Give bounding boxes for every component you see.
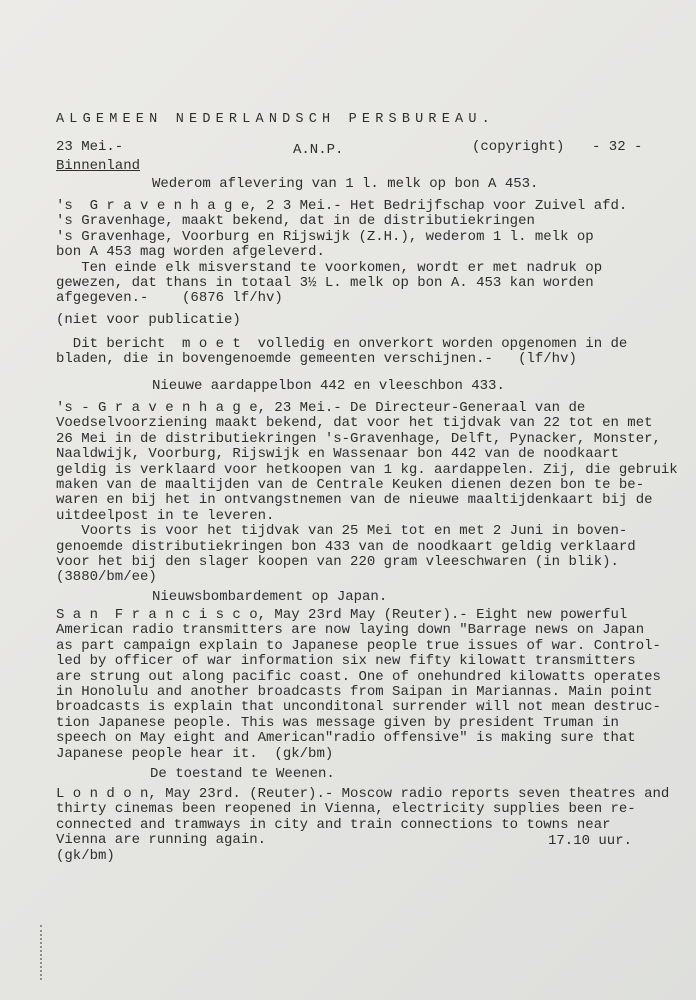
text-line: voor het bij den slager koopen van 220 gram vleeschwaren (in blik).: [56, 553, 619, 570]
text-line: (gk/bm): [56, 847, 115, 864]
text-line: connected and tramways in city and train connections to towns near: [56, 816, 611, 833]
text-line: thirty cinemas been reopened in Vienna, electricity supplies been re-: [56, 801, 636, 818]
text-line: bladen, die in bovengenoemde gemeenten verschijnen.- (lf/hv): [56, 351, 577, 368]
text-line: Dit bericht m o e t volledig en onverkort worden opgenomen in de: [56, 336, 628, 352]
article-body: [56, 401, 678, 586]
text-line: waren en bij het in ontvangstnemen van de nieuwe maaltijdenkaart bij de: [56, 492, 653, 509]
text-line: gewezen, dat thans in totaal 3½ L. melk op bon A. 453 kan worden: [56, 274, 594, 291]
article-title: Nieuwsbombardement op Japan.: [152, 589, 388, 605]
text-line: Ten einde elk misverstand te voorkomen, wordt er met nadruk op: [56, 259, 603, 276]
text-line: Vienna are running again.: [56, 832, 267, 849]
text-line: Japanese people hear it. (gk/bm): [56, 745, 334, 762]
text-line: uitdeelpost in te leveren.: [56, 507, 275, 524]
agency-heading: ALGEMEEN NEDERLANDSCH PERSBUREAU.: [56, 112, 495, 127]
text-line: Voedselvoorziening maakt bekend, dat voor het tijdvak van 22 tot en met: [56, 415, 653, 432]
text-line: are strung out along pacific coast. One of onehundred kilowatts operates: [56, 668, 661, 685]
text-line: 's Gravenhage, maakt bekend, dat in de distributiekringen: [56, 213, 535, 230]
date: 23 Mei.-: [56, 139, 124, 155]
text-line: 's G r a v e n h a g e, 2 3 Mei.- Het Bedrijfschap voor Zuivel afd.: [56, 198, 628, 214]
agency-abbr: A.N.P.: [293, 142, 344, 158]
text-line: American radio transmitters are now laying down "Barrage news on Japan: [56, 622, 645, 639]
text-line: maken van de maaltijden van de Centrale Keuken dienen dezen bon te be-: [56, 476, 645, 493]
text-line: in Honolulu and another broadcasts from Saipan in Mariannas. Main point: [56, 683, 653, 700]
copyright: (copyright): [472, 139, 565, 155]
article-body: [56, 199, 627, 307]
text-line: 's - G r a v e n h a g e, 23 Mei.- De Directeur-Generaal van de: [56, 400, 586, 416]
text-line: S a n F r a n c i s c o, May 23rd May (Reuter).- Eight new powerful: [56, 607, 628, 623]
article-title: Nieuwe aardappelbon 442 en vleeschbon 433.: [152, 378, 505, 394]
article-title: Wederom aflevering van 1 l. melk op bon A 453.: [152, 176, 539, 192]
text-line: as part campaign explain to Japanese people true issues of war. Control-: [56, 637, 661, 654]
article-body: [56, 608, 661, 762]
notice-label: (niet voor publicatie): [56, 312, 241, 328]
text-line: 26 Mei in de distributiekringen 's-Gravenhage, Delft, Pynacker, Monster,: [56, 430, 661, 447]
text-line: (3880/bm/ee): [56, 569, 157, 586]
notice-body: [56, 337, 627, 368]
text-line: broadcasts is explain that unconditonal surrender will not mean destruc-: [56, 699, 661, 716]
article-title: De toestand te Weenen.: [150, 766, 335, 782]
handwritten-mark: [40, 925, 48, 980]
text-line: 's Gravenhage, Voorburg en Rijswijk (Z.H.), wederom 1 l. melk op: [56, 228, 594, 245]
page-number: - 32 -: [592, 139, 643, 155]
text-line: L o n d o n, May 23rd. (Reuter).- Moscow radio reports seven theatres and: [56, 786, 670, 802]
article-body: [56, 787, 669, 864]
section-title: Binnenland: [56, 158, 141, 174]
text-line: bon A 453 mag worden afgeleverd.: [56, 244, 325, 261]
text-line: speech on May eight and American"radio offensive" is making sure that: [56, 730, 636, 747]
text-line: led by officer of war information six new fifty kilowatt transmitters: [56, 653, 636, 670]
text-line: geldig is verklaard voor hetkoopen van 1 kg. aardappelen. Zij, die gebruik: [56, 461, 678, 478]
text-line: Voorts is voor het tijdvak van 25 Mei tot en met 2 Juni in boven-: [56, 523, 628, 540]
text-line: afgegeven.- (6876 lf/hv): [56, 290, 283, 307]
text-line: tion Japanese people. This was message given by president Truman in: [56, 714, 619, 731]
text-line: Naaldwijk, Voorburg, Rijswijk en Wassenaar bon 442 van de noodkaart: [56, 446, 619, 463]
text-line: genoemde distributiekringen bon 433 van de noodkaart geldig verklaard: [56, 538, 636, 555]
footer-time: 17.10 uur.: [548, 833, 633, 849]
